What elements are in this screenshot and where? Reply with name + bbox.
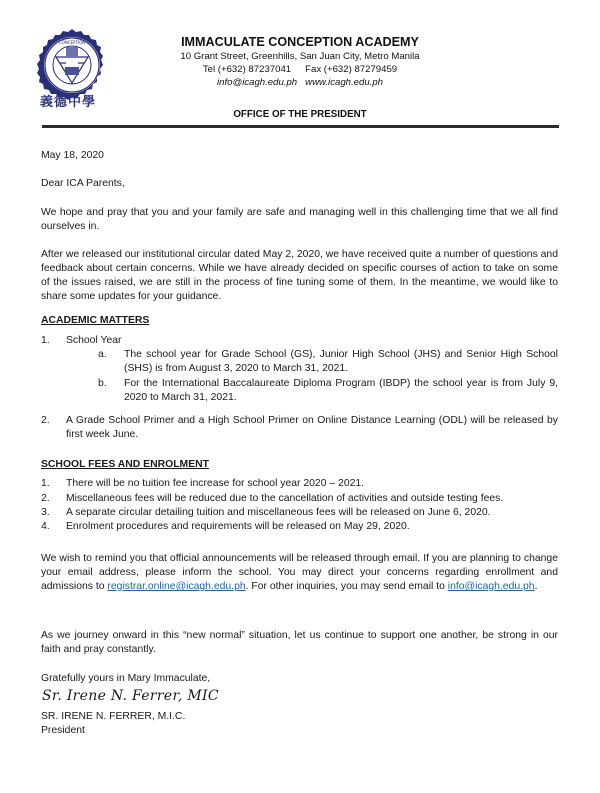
paragraph-new-normal: As we journey onward in this “new normal” situation, let us continue to support one another, be strong in our faith and pray constantly. bbox=[41, 630, 558, 655]
letterhead-website: www.icagh.edu.ph bbox=[305, 77, 384, 88]
list-number: 2. bbox=[41, 493, 50, 504]
signature: Sr. Irene N. Ferrer, MIC bbox=[42, 688, 219, 704]
school-seal-icon bbox=[34, 27, 110, 103]
sub-list-letter: b. bbox=[98, 378, 107, 389]
paragraph-email-notice bbox=[41, 552, 558, 594]
letter-date: May 18, 2020 bbox=[41, 150, 104, 161]
list-item-misc-fees: Miscellaneous fees will be reduced due to the cancellation of activities and outside testing fees. bbox=[66, 493, 504, 504]
svg-text:CONCEPTION: CONCEPTION bbox=[58, 40, 86, 45]
telephone: Tel (+632) 87237041 bbox=[202, 64, 292, 75]
sub-list-item-gs-jhs-shs: The school year for Grade School (GS), Junior High School (JHS) and Senior High School (SHS) is from August 3, 2020 to March 31, 2021. bbox=[124, 349, 558, 374]
closing: Gratefully yours in Mary Immaculate, bbox=[41, 673, 211, 684]
salutation: Dear ICA Parents, bbox=[41, 178, 125, 189]
paragraph-circular: After we released our institutional circular dated May 2, 2020, we have received quite a number of questions and feedback about certain concerns. While we have already decided on specific courses of action to take on some of the issues raised, we are still in the process of fine tuning some of them. In the meantime, we would like to share some updates for your guidance. bbox=[41, 249, 558, 302]
letterhead-block bbox=[150, 34, 450, 89]
list-item-tuition: There will be no tuition fee increase for school year 2020 – 2021. bbox=[66, 478, 365, 489]
office-title: OFFICE OF THE PRESIDENT bbox=[233, 109, 367, 120]
email-notice-text: . bbox=[534, 581, 538, 592]
letterhead-email: info@icagh.edu.ph bbox=[216, 77, 298, 88]
email-notice-text: . For other inquiries, you may send email to bbox=[245, 581, 448, 592]
header-divider bbox=[42, 125, 559, 128]
sub-list-letter: a. bbox=[98, 349, 107, 360]
signatory-title: President bbox=[41, 725, 85, 736]
section-heading-academic: ACADEMIC MATTERS bbox=[41, 315, 150, 326]
email-notice-text: We wish to remind you that official announcements will be released through email. If you are planning to change your email address, please inform the school. You may direct your concerns regarding enrollment and admissions to bbox=[41, 553, 558, 592]
list-number: 1. bbox=[41, 335, 50, 346]
list-item-odl-primer: A Grade School Primer and a High School Primer on Online Distance Learning (ODL) will be released by first week June. bbox=[66, 415, 558, 440]
section-heading-fees: SCHOOL FEES AND ENROLMENT bbox=[41, 459, 209, 470]
contact-phone-line bbox=[150, 63, 450, 76]
list-number: 1. bbox=[41, 478, 50, 489]
list-item-circular: A separate circular detailing tuition and miscellaneous fees will be released on June 6, 2020. bbox=[66, 507, 491, 518]
signatory-name: SR. IRENE N. FERRER, M.I.C. bbox=[41, 711, 186, 722]
organization-name: IMMACULATE CONCEPTION ACADEMY bbox=[181, 35, 419, 49]
list-item-enrolment: Enrolment procedures and requirements will be released on May 29, 2020. bbox=[66, 521, 410, 532]
info-email-link[interactable]: info@icagh.edu.ph bbox=[447, 581, 535, 592]
list-number: 2. bbox=[41, 415, 50, 426]
registrar-email-link[interactable]: registrar.online@icagh.edu.ph bbox=[107, 581, 246, 592]
list-item-school-year: School Year bbox=[66, 335, 122, 346]
list-number: 3. bbox=[41, 507, 50, 518]
organization-address: 10 Grant Street, Greenhills, San Juan City, Metro Manila bbox=[180, 51, 420, 62]
sub-list-item-ibdp: For the International Baccalaureate Diploma Program (IBDP) the school year is from July 9, 2020 to March 31, 2021. bbox=[124, 378, 558, 403]
chinese-school-name: 義德中學 bbox=[40, 95, 97, 110]
contact-web-line bbox=[150, 76, 450, 89]
list-number: 4. bbox=[41, 521, 50, 532]
paragraph-intro: We hope and pray that you and your family are safe and managing well in this challenging time that we all find ourselves in. bbox=[41, 207, 558, 232]
fax: Fax (+632) 87279459 bbox=[305, 64, 398, 75]
